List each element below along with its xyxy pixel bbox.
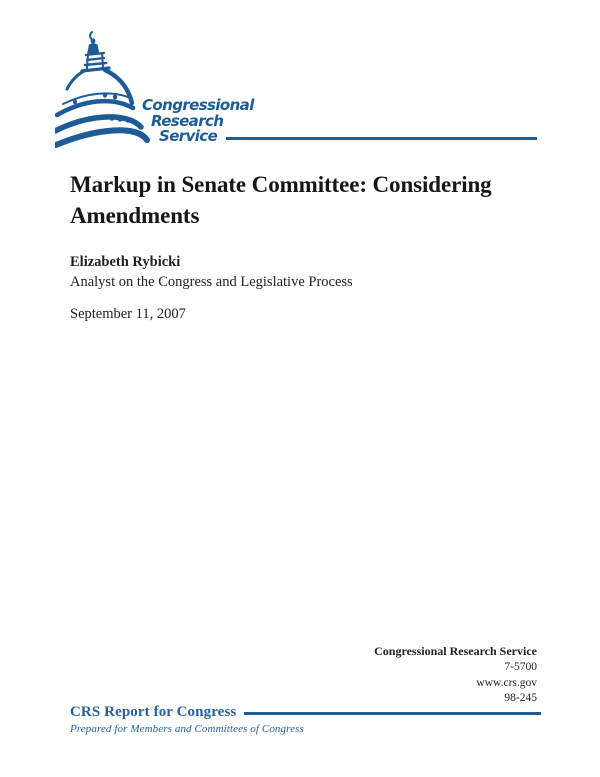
report-date: September 11, 2007 bbox=[70, 306, 186, 322]
crs-banner bbox=[70, 704, 541, 735]
logo-line-service: Service bbox=[159, 127, 218, 145]
author-role: Analyst on the Congress and Legislative Process bbox=[70, 274, 353, 290]
footer-phone: 7-5700 bbox=[504, 660, 537, 673]
logo-line-congressional: Congressional bbox=[142, 96, 254, 114]
author-block bbox=[70, 252, 353, 292]
logo-line-research: Research bbox=[151, 111, 224, 130]
banner-rule bbox=[244, 712, 541, 715]
banner-tagline: Prepared for Members and Committees of Congress bbox=[70, 723, 304, 735]
header-rule bbox=[226, 137, 537, 140]
report-title: Markup in Senate Committee: Considering Amendments bbox=[70, 172, 492, 228]
footer-info bbox=[374, 644, 537, 707]
footer-org: Congressional Research Service bbox=[374, 644, 537, 658]
footer-report-number: 98-245 bbox=[504, 692, 537, 705]
author-name: Elizabeth Rybicki bbox=[70, 254, 181, 270]
footer-website: www.crs.gov bbox=[476, 676, 537, 689]
crs-logo-wordmark bbox=[142, 98, 537, 145]
banner-title: CRS Report for Congress bbox=[70, 704, 237, 720]
